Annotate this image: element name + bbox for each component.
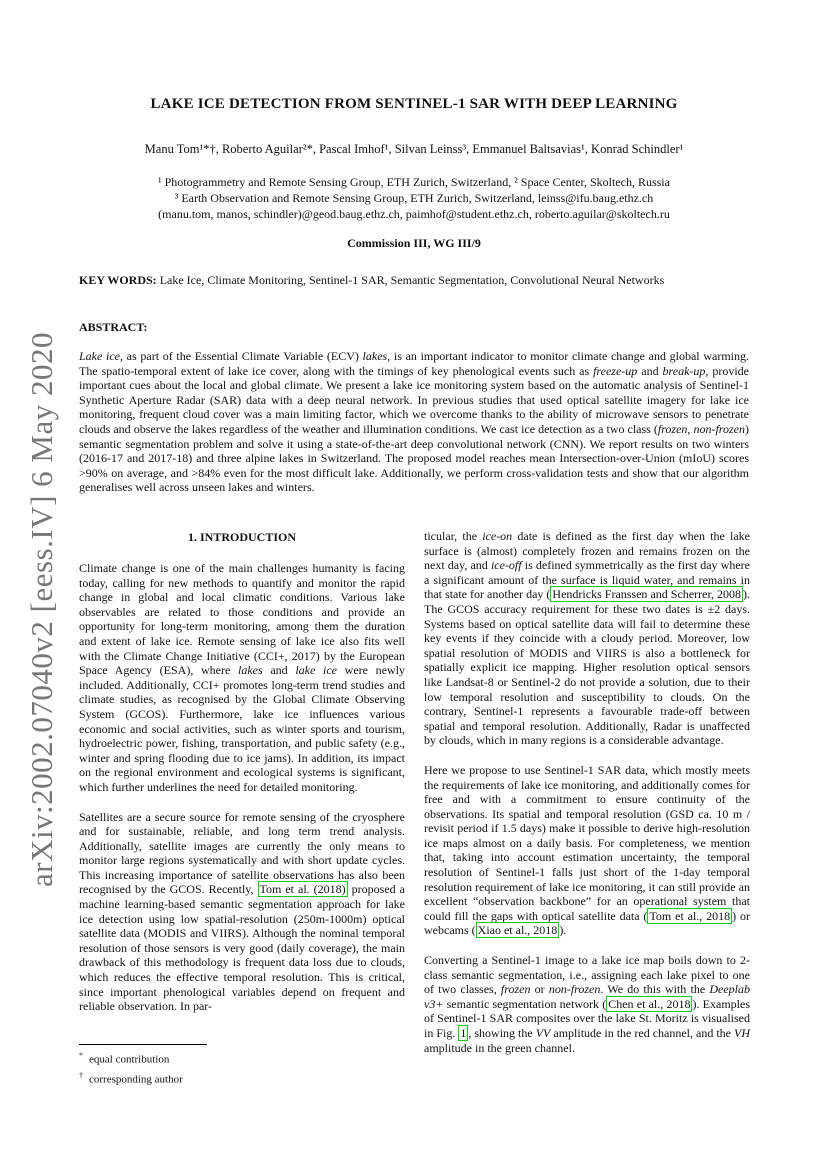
footnote: † corresponding author — [79, 1070, 183, 1086]
abstract-term: lakes — [362, 349, 388, 363]
arxiv-identifier — [22, 332, 62, 888]
abstract-run: and — [637, 363, 663, 378]
paper-title: LAKE ICE DETECTION FROM SENTINEL-1 SAR WITH DEEP LEARNING — [150, 96, 678, 112]
abstract-run: , is an important indicator to monitor climate change and global warming. The spatio-temporal extent of lake ice cover, along with the timings of key phenological events such as — [79, 349, 749, 378]
paragraph: Satellites are a secure source for remote sensing of the cryosphere and for sustainable, reliable, and long term trend analysis. Additionally, satellite images are currently the only means to monitor large regions systematically and with short update cycles. This increasing importance of satellite observations has also been recognised by the GCOS. Recently, Tom et al. (2018) proposed a machine learning-based semantic segmentation approach for lake ice detection using low spatial-resolution (250m-1000m) optical satellite data (MODIS and VIIRS). Although the nominal temporal resolution of those sensors is very good (daily coverage), the main drawback of this methodology is frequent data loss due to clouds, which reduces the effective temporal resolution. This is critical, since important phenological variables depend on frequent and reliable observation. In par- — [79, 809, 405, 1014]
abstract-term: break-up — [662, 363, 706, 378]
citation-link[interactable]: Xiao et al., 2018 — [477, 923, 558, 938]
affiliation-line: ¹ Photogrammetry and Remote Sensing Group, ETH Zurich, Switzerland, ² Space Center, Skoltech, Russia — [158, 175, 670, 189]
paragraph: Converting a Sentinel-1 image to a lake ice map boils down to 2-class semantic segmentation, i.e., assigning each lake pixel to one of two classes, frozen or non-frozen. We do this with the Deeplab v3+ semantic segmentation network ( Chen et al., 2018 ). Examples of Sentinel-1 SAR composites over the lake St. Moritz is visualised in Fig. 1 , showing the VV amplitude in the red channel, and the VH amplitude in the green channel. — [424, 953, 750, 1055]
keywords — [79, 273, 749, 288]
abstract-run: ) semantic segmentation problem and solve it using a state-of-the-art deep convolutional network (CNN). We report results on two winters (2016-17 and 2017-18) and three alpine lakes in Switzerland. The proposed model reaches mean Intersection-over-Union (mIoU) scores >90% on average, and >84% even for the most difficult lake. Additionally, we perform cross-validation tests and show that our algorithm generalises well across unseen lakes and winters. — [79, 421, 750, 495]
citation-link[interactable]: Tom et al. (2018) — [259, 882, 346, 897]
abstract-run: , provide important cues about the local and global climate. We present a lake ice monitoring system based on the automatic analysis of Sentinel-1 Synthetic Aperture Radar (SAR) data with a deep neural network. In previous studies that used optical satellite imagery for lake ice monitoring, frequent cloud cover was a main limiting factor, which we overcome thanks to the ability of microwave sensors to penetrate clouds and observe the lakes regardless of the weather and illumination conditions. We cast ice detection as a two class ( — [79, 363, 749, 436]
affiliations — [79, 174, 749, 222]
abstract-text — [79, 349, 749, 495]
commission: Commission III, WG III/9 — [347, 236, 481, 250]
arxiv-id-text: arXiv:2002.07040v2 [eess.IV] 6 May 2020 — [24, 332, 59, 888]
paragraph: Here we propose to use Sentinel-1 SAR data, which mostly meets the requirements of lake ice monitoring, and additionally comes for free and with a commitment to ensure continuity of the observations. Its spatial and temporal resolution (GSD ca. 10 m / revisit period if 1.5 days) make it possible to derive high-resolution ice maps almost on a daily basis. For completeness, we mention that, taking into account estimation uncertainty, the temporal resolution of Sentinel-1 falls just short of the 1-day temporal resolution requirement of lake ice monitoring, it can still provide an excellent “observation backbone” for an operational system that could fill the gaps with optical satellite data ( Tom et al., 2018 ) or webcams ( Xiao et al., 2018 ). — [424, 762, 751, 938]
abstract-run: , as part of the Essential Climate Variable (ECV) — [120, 349, 363, 363]
affiliation-line: (manu.tom, manos, schindler)@geod.baug.ethz.ch, paimhof@student.ethz.ch, roberto.aguilar@skoltech.ru — [158, 207, 670, 221]
abstract-term: freeze-up — [593, 363, 638, 378]
figure-link[interactable]: 1 — [460, 1026, 467, 1040]
paragraph: Climate change is one of the main challenges humanity is facing today, calling for new methods to quantify and monitor the rapid change in global and local climatic conditions. Various lake observables are related to those conditions and provide an opportunity for long-term monitoring, among them the duration and extent of lake ice. Remote sensing of lake ice also fits well with the Climate Change Initiative (CCI+, 2017) by the European Space Agency (ESA), where lakes and lake ice were newly included. Additionally, CCI+ promotes long-term trend studies and climate studies, as recognised by the Global Climate Observing System (GCOS). Furthermore, lake ice influences various economic and social activities, such as winter sports and tourism, hydroelectric power, fishing, transportation, and public safety (e.g., winter and spring flooding due to ice jams). In addition, its impact on the regional environment and ecological systems is significant, which further underlines the need for detailed monitoring. — [79, 561, 405, 794]
citation-link[interactable]: Chen et al., 2018 — [608, 996, 691, 1011]
footnote: * equal contribution — [79, 1051, 170, 1066]
keywords-label: KEY WORDS: — [79, 273, 157, 287]
author-list: Manu Tom¹*†, Roberto Aguilar²*, Pascal Imhof¹, Silvan Leinss³, Emmanuel Baltsavias¹, Konrad Schindler¹ — [144, 142, 684, 156]
affiliation-line: ³ Earth Observation and Remote Sensing Group, ETH Zurich, Switzerland, leinss@ifu.baug.ethz.ch — [174, 191, 654, 205]
citation-link[interactable]: Tom et al., 2018 — [649, 908, 731, 923]
abstract-term: frozen, non-frozen — [657, 421, 746, 436]
right-column — [424, 529, 750, 1070]
abstract-term: Lake ice — [79, 349, 120, 363]
footnotes — [79, 1044, 405, 1087]
left-column — [79, 561, 405, 1029]
section-heading-introduction: 1. INTRODUCTION — [187, 530, 296, 544]
abstract-heading: ABSTRACT: — [79, 320, 148, 334]
keywords-text: Lake Ice, Climate Monitoring, Sentinel-1 SAR, Semantic Segmentation, Convolutional Neural Networks — [156, 273, 665, 287]
paragraph: ticular, the ice-on date is defined as the first day when the lake surface is (almost) completely frozen and remains frozen on the next day, and ice-off is defined symmetrically as the first day where a significant amount of the surface is liquid water, and remains in that state for another day ( Hendricks Franssen and Scherrer, 2008 ). The GCOS accuracy requirement for these two dates is ±2 days. Systems based on optical satellite data will fail to determine these key events if they coincide with a cloudy period. Moreover, low spatial resolution of MODIS and VIIRS is also a bottleneck for spatially explicit ice mapping. Higher resolution optical sensors like Landsat-8 or Sentinel-2 do not provide a solution, due to their low temporal resolution and susceptibility to clouds. On the contrary, Sentinel-1 represents a favourable trade-off between spatial and temporal resolution. Additionally, Radar is unaffected by clouds, which in many regions is a considerable advantage. — [424, 529, 750, 748]
footnote-divider — [79, 1044, 207, 1045]
citation-link[interactable]: Hendricks Franssen and Scherrer, 2008 — [552, 587, 741, 602]
